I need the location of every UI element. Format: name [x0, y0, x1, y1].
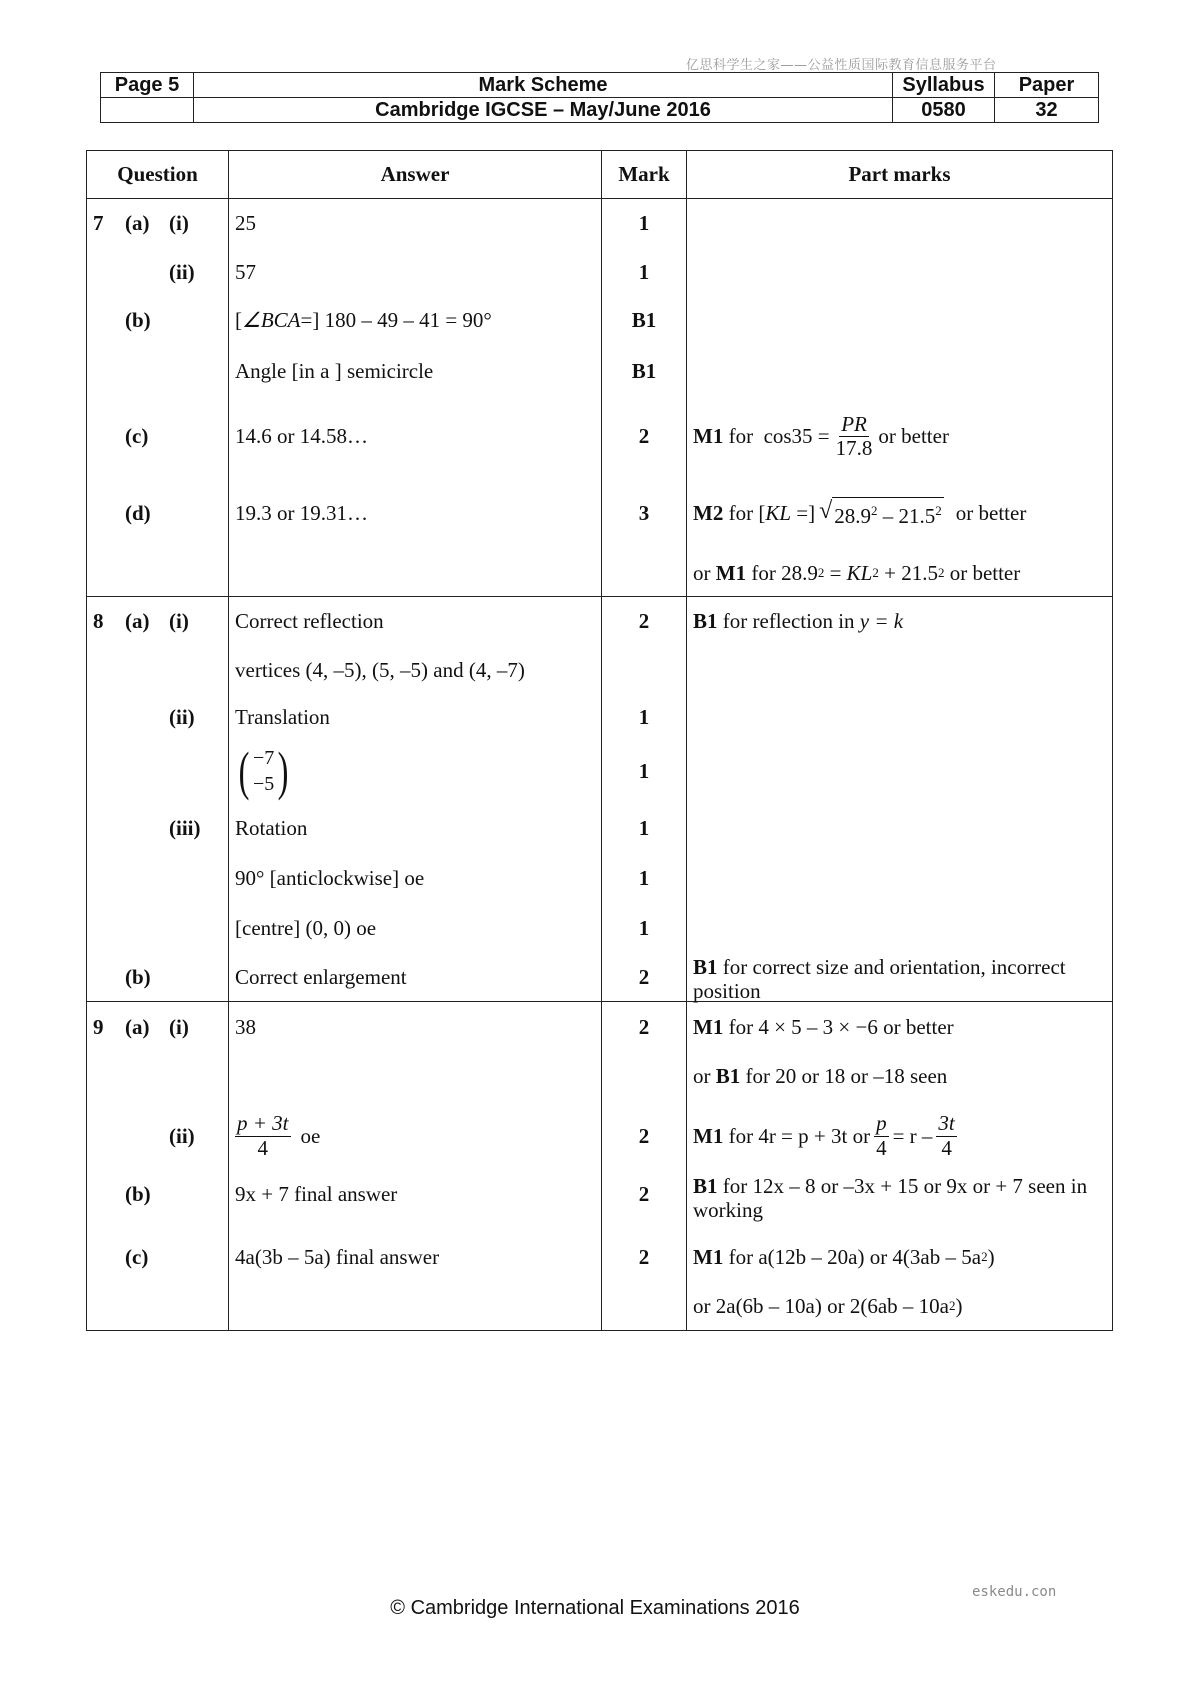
q8-num: 8 — [93, 608, 104, 633]
q8-aiii-mark-3: 1 — [638, 915, 650, 940]
q9-aii-mark: 2 — [638, 1123, 650, 1148]
header-empty-cell — [101, 98, 194, 123]
q7-b-mark-2: B1 — [631, 358, 657, 383]
q7-c-part-marks: M1 for cos35 = $\frac{PR}{17.8}$ or better — [693, 411, 949, 460]
q9-ai-part-marks: M1 for 4 × 5 – 3 × −6 or better — [693, 1014, 954, 1039]
syllabus-value: 0580 — [893, 98, 995, 123]
question-9-part-marks — [687, 1002, 1113, 1331]
q7-d-part-marks: M2 for [ KL =] √ 28.9$^2$ – 21.5$^2$ or better — [693, 498, 1027, 528]
q8-a: (a) — [125, 608, 150, 633]
q8-b: (b) — [125, 965, 151, 989]
q7-c-mark: 2 — [638, 424, 650, 448]
question-7-part-marks — [687, 199, 1113, 597]
q8-ai-part-marks: B1 for reflection in y = k — [693, 608, 904, 633]
q8-b-answer: Correct enlargement — [235, 965, 407, 989]
q9-c-part-marks: M1 for a(12b – 20a) or 4(3ab – 5a 2 ) — [693, 1244, 995, 1269]
q7-c-answer: 14.6 or 14.58… — [235, 424, 368, 448]
q9-c-part-marks-alt: or 2a(6b – 10a) or 2(6ab – 10a 2 ) — [693, 1293, 963, 1318]
q8-aii-vector: ( −7 −5 ) — [238, 741, 289, 801]
q9-ai: (i) — [169, 1014, 189, 1039]
q7-d: (d) — [125, 500, 151, 525]
q7-b-mark-1: B1 — [631, 308, 657, 332]
q8-aiii-mark-2: 1 — [638, 865, 650, 890]
q9-b-answer: 9x + 7 final answer — [235, 1182, 398, 1206]
q8-ai-answer: Correct reflection — [235, 608, 384, 633]
col-part-marks: Part marks — [687, 151, 1113, 199]
question-9-marks — [602, 1002, 687, 1331]
q8-aii-mark-2: 1 — [638, 758, 650, 783]
q8-aiii-angle: 90° [anticlockwise] oe — [235, 865, 425, 890]
question-8-part-marks — [687, 597, 1113, 1002]
q9-b-part-marks: B1 for 12x – 8 or –3x + 15 or 9x or + 7 seen in working — [693, 1174, 1093, 1222]
question-7-row — [87, 199, 1113, 597]
watermark-top: 亿思科学生之家——公益性质国际教育信息服务平台 — [686, 58, 997, 73]
mark-scheme-table — [86, 150, 1113, 1331]
watermark-bottom: eskedu.con — [972, 1584, 1057, 1600]
q9-aii-part-marks: M1 for 4r = p + 3t or $\frac{p}{4}$ = r – $\frac{3t}{4}$ — [693, 1111, 955, 1160]
q7-aii-answer: 57 — [235, 259, 256, 284]
question-7-answers — [229, 199, 602, 597]
syllabus-label: Syllabus — [893, 73, 995, 98]
q7-c: (c) — [125, 424, 149, 448]
q9-c-answer: 4a(3b – 5a) final answer — [235, 1244, 440, 1269]
q7-ai-answer: 25 — [235, 211, 256, 235]
q9-ai-part-marks-alt: or B1 for 20 or 18 or –18 seen — [693, 1063, 948, 1088]
copyright-footer: © Cambridge International Examinations 2016 — [390, 1597, 800, 1619]
question-8-answers — [229, 597, 602, 1002]
q8-aii: (ii) — [169, 704, 195, 729]
q9-aii: (ii) — [169, 1123, 195, 1148]
paper-label: Paper — [995, 73, 1099, 98]
q8-aiii-mark-1: 1 — [638, 815, 650, 840]
q7-num: 7 — [93, 211, 104, 235]
q7-d-part-marks-alt: or M1 for 28.9 2 = KL 2 + 21.5 2 or better — [693, 560, 1021, 585]
question-9-row — [87, 1002, 1113, 1331]
q9-c: (c) — [125, 1244, 149, 1269]
q9-a: (a) — [125, 1014, 150, 1039]
col-answer: Answer — [229, 151, 602, 199]
col-question: Question — [87, 151, 229, 199]
q9-num: 9 — [93, 1014, 104, 1039]
q7-d-answer: 19.3 or 19.31… — [235, 500, 368, 525]
q7-aii-mark: 1 — [638, 259, 650, 284]
q9-b: (b) — [125, 1182, 151, 1206]
q7-a: (a) — [125, 211, 150, 235]
q7-b: (b) — [125, 308, 151, 332]
header-table — [100, 72, 1099, 123]
q8-aii-answer: Translation — [235, 704, 330, 729]
q8-aii-mark-1: 1 — [638, 704, 650, 729]
question-7-labels — [87, 199, 229, 597]
exam-name: Cambridge IGCSE – May/June 2016 — [194, 98, 893, 123]
q8-ai-mark: 2 — [638, 608, 650, 633]
q7-b-answer-2: Angle [in a ] semicircle — [235, 358, 434, 383]
q7-ai-mark: 1 — [638, 211, 650, 235]
doc-title: Mark Scheme — [194, 73, 893, 98]
q8-ai: (i) — [169, 608, 189, 633]
question-9-answers — [229, 1002, 602, 1331]
q9-c-mark: 2 — [638, 1244, 650, 1269]
q8-ai-vertices: vertices (4, –5), (5, –5) and (4, –7) — [235, 657, 525, 682]
question-8-row — [87, 597, 1113, 1002]
question-8-marks — [602, 597, 687, 1002]
page-number: Page 5 — [101, 73, 194, 98]
q8-aiii-centre: [centre] (0, 0) oe — [235, 915, 377, 940]
q8-aiii: (iii) — [169, 815, 201, 840]
q8-b-mark: 2 — [638, 965, 650, 989]
q7-aii: (ii) — [169, 259, 195, 284]
q9-aii-answer: $\frac{p + 3t}{4}$ oe — [237, 1111, 321, 1160]
q9-b-mark: 2 — [638, 1182, 650, 1206]
q8-aiii-answer: Rotation — [235, 815, 308, 840]
q9-ai-answer: 38 — [235, 1014, 256, 1039]
question-7-marks — [602, 199, 687, 597]
question-9-labels — [87, 1002, 229, 1331]
paper-value: 32 — [995, 98, 1099, 123]
q7-b-answer: [ ∠BCA =] 180 – 49 – 41 = 90° — [235, 308, 492, 332]
col-mark: Mark — [602, 151, 687, 199]
q8-b-part-marks: B1 for correct size and orientation, incorrect position — [693, 955, 1071, 1003]
q7-ai: (i) — [169, 211, 189, 235]
q9-ai-mark: 2 — [638, 1014, 650, 1039]
question-8-labels — [87, 597, 229, 1002]
q7-d-mark: 3 — [638, 500, 650, 525]
